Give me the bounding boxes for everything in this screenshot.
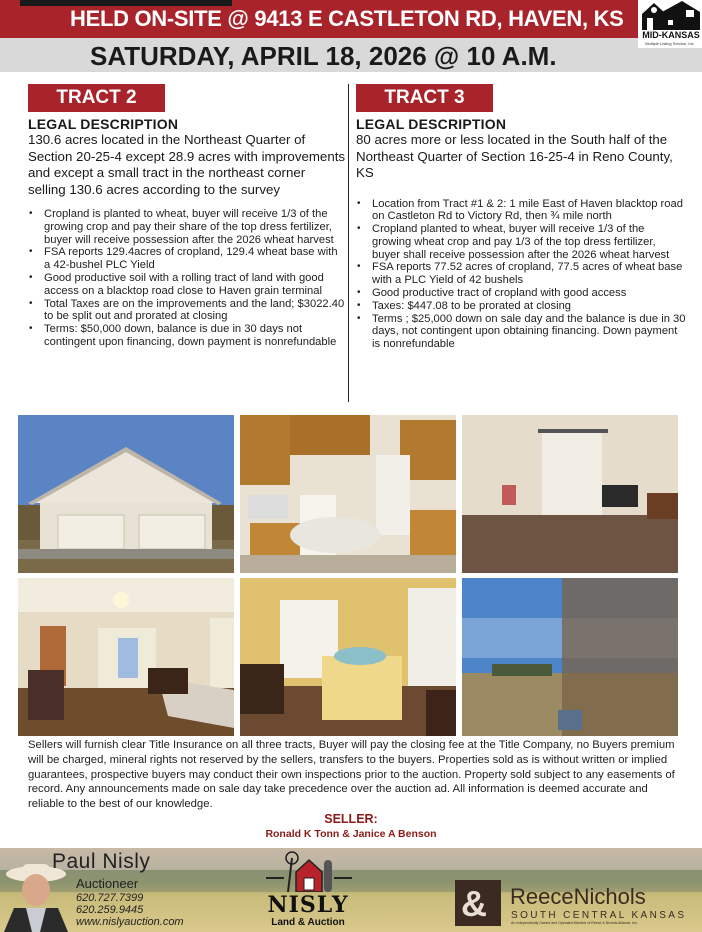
footer-banner bbox=[0, 848, 702, 932]
tract-2-section bbox=[28, 84, 346, 349]
list-item: • Good productive soil with a rolling tract of land with good access on a blacktop road close to Haven grain terminal bbox=[28, 272, 346, 298]
seller-names: Ronald K Tonn & Janice A Benson bbox=[265, 828, 437, 840]
mid-kansas-mls-logo bbox=[638, 0, 702, 48]
list-item: • Cropland is planted to wheat, buyer will receive 1/3 of the growing crop and pay their share of the top dress fertilizer, buyer will receive possession after the 2026 wheat harvest bbox=[28, 208, 346, 246]
list-item: • Location from Tract #1 & 2: 1 mile East of Haven blacktop road on Castleton Rd to Victory Rd, then ¾ mile north bbox=[356, 198, 686, 224]
auctioneer-name: Paul Nisly bbox=[52, 850, 151, 873]
tract-2-legal-heading: LEGAL DESCRIPTION bbox=[28, 116, 179, 132]
auctioneer-phone-1[interactable]: 620.727.7399 bbox=[76, 892, 144, 904]
photo-garage bbox=[18, 415, 234, 573]
photo-creek-land bbox=[462, 578, 678, 736]
brokerage-region: SOUTH CENTRAL KANSAS bbox=[511, 910, 687, 921]
list-item: • Good productive tract of cropland with good access bbox=[356, 287, 686, 300]
photo-living-room bbox=[18, 578, 234, 736]
list-item: • Taxes: $447.08 to be prorated at closing bbox=[356, 300, 686, 313]
photo-bedroom bbox=[240, 578, 456, 736]
photo-kitchen bbox=[240, 415, 456, 573]
auction-date: SATURDAY, APRIL 18, 2026 @ 10 A.M. bbox=[90, 41, 557, 71]
tract-3-legal-text: 80 acres more or less located in the South half of the Northeast Quarter of Section 16-25-4 in Reno County, KS bbox=[356, 132, 673, 180]
mls-name: MID-KANSAS bbox=[642, 30, 700, 40]
mls-subtitle: Multiple Listing Service, Inc. bbox=[645, 41, 695, 46]
list-item: • Terms ; $25,000 down on sale day and the balance is due in 30 days, not contingent upon obtaining financing. Down payment is nonrefundable bbox=[356, 313, 686, 351]
tract-2-bullets bbox=[28, 208, 346, 349]
auctioneer-website-link[interactable]: www.nislyauction.com bbox=[76, 916, 184, 928]
date-bar-extension bbox=[638, 48, 702, 72]
auctioneer-title: Auctioneer bbox=[76, 876, 139, 891]
ampersand-icon: & bbox=[461, 883, 487, 924]
terms-disclaimer: Sellers will furnish clear Title Insurance on all three tracts, Buyer will pay the closing fee at the Title Company, no Buyers premium will be charged, mineral rights not reserved by the sellers, transfers to the buyers. Properties sold as is without written or implied guarantees, prospective buyers may conduct their own inspections prior to the auction. Property sold subject to any easements of record. Any announcements made on sale day take precedence over the auction ad. All information is deemed accurate and reliable to the best of our knowledge. bbox=[28, 739, 675, 811]
list-item: • FSA reports 77.52 acres of cropland, 77.5 acres of wheat base with a PLC Yield of 42 bushels bbox=[356, 261, 686, 287]
location-banner-text: HELD ON-SITE @ 9413 E CASTLETON RD, HAVEN, KS bbox=[70, 6, 624, 31]
tract-2-badge: TRACT 2 bbox=[28, 84, 165, 112]
photo-dining-room bbox=[462, 415, 678, 573]
brokerage-name: ReeceNichols bbox=[510, 884, 646, 909]
tract-2-legal-text: 130.6 acres located in the Northeast Quarter of Section 20-25-4 except 28.9 acres with improvements and except a small tract in the northeast corner selling 130.6 acres according to the survey bbox=[28, 132, 346, 197]
list-item: • Terms: $50,000 down, balance is due in 30 days not contingent upon financing, down payment is nonrefundable bbox=[28, 323, 346, 349]
seller-label: SELLER: bbox=[324, 812, 378, 826]
list-item: • Cropland planted to wheat, buyer will receive 1/3 of the growing wheat crop and pay 1/3 of the top dress fertilizer, buyer shall receive possession after the 2026 wheat harvest bbox=[356, 223, 686, 261]
column-divider bbox=[348, 84, 349, 402]
list-item: • Total Taxes are on the improvements and the land; $3022.40 to be split out and prorated at closing bbox=[28, 298, 346, 324]
nisly-logo-subtitle: Land & Auction bbox=[271, 917, 345, 928]
barn-windmill-icon bbox=[266, 848, 352, 892]
tract-3-bullets bbox=[356, 198, 686, 352]
tract-3-badge: TRACT 3 bbox=[356, 84, 493, 112]
tract-3-legal-heading: LEGAL DESCRIPTION bbox=[356, 116, 507, 132]
auctioneer-phone-2[interactable]: 620.259.9445 bbox=[76, 904, 144, 916]
list-item: • FSA reports 129.4acres of cropland, 129.4 wheat base with a 42-bushel PLC Yield bbox=[28, 246, 346, 272]
tract-3-section bbox=[356, 84, 686, 351]
brokerage-tagline: An Independently Owned and Operated Member of Reece & Nichols Alliance, Inc. bbox=[511, 921, 638, 925]
nisly-logo-title: NISLY bbox=[267, 892, 349, 918]
house-icon bbox=[638, 0, 702, 30]
